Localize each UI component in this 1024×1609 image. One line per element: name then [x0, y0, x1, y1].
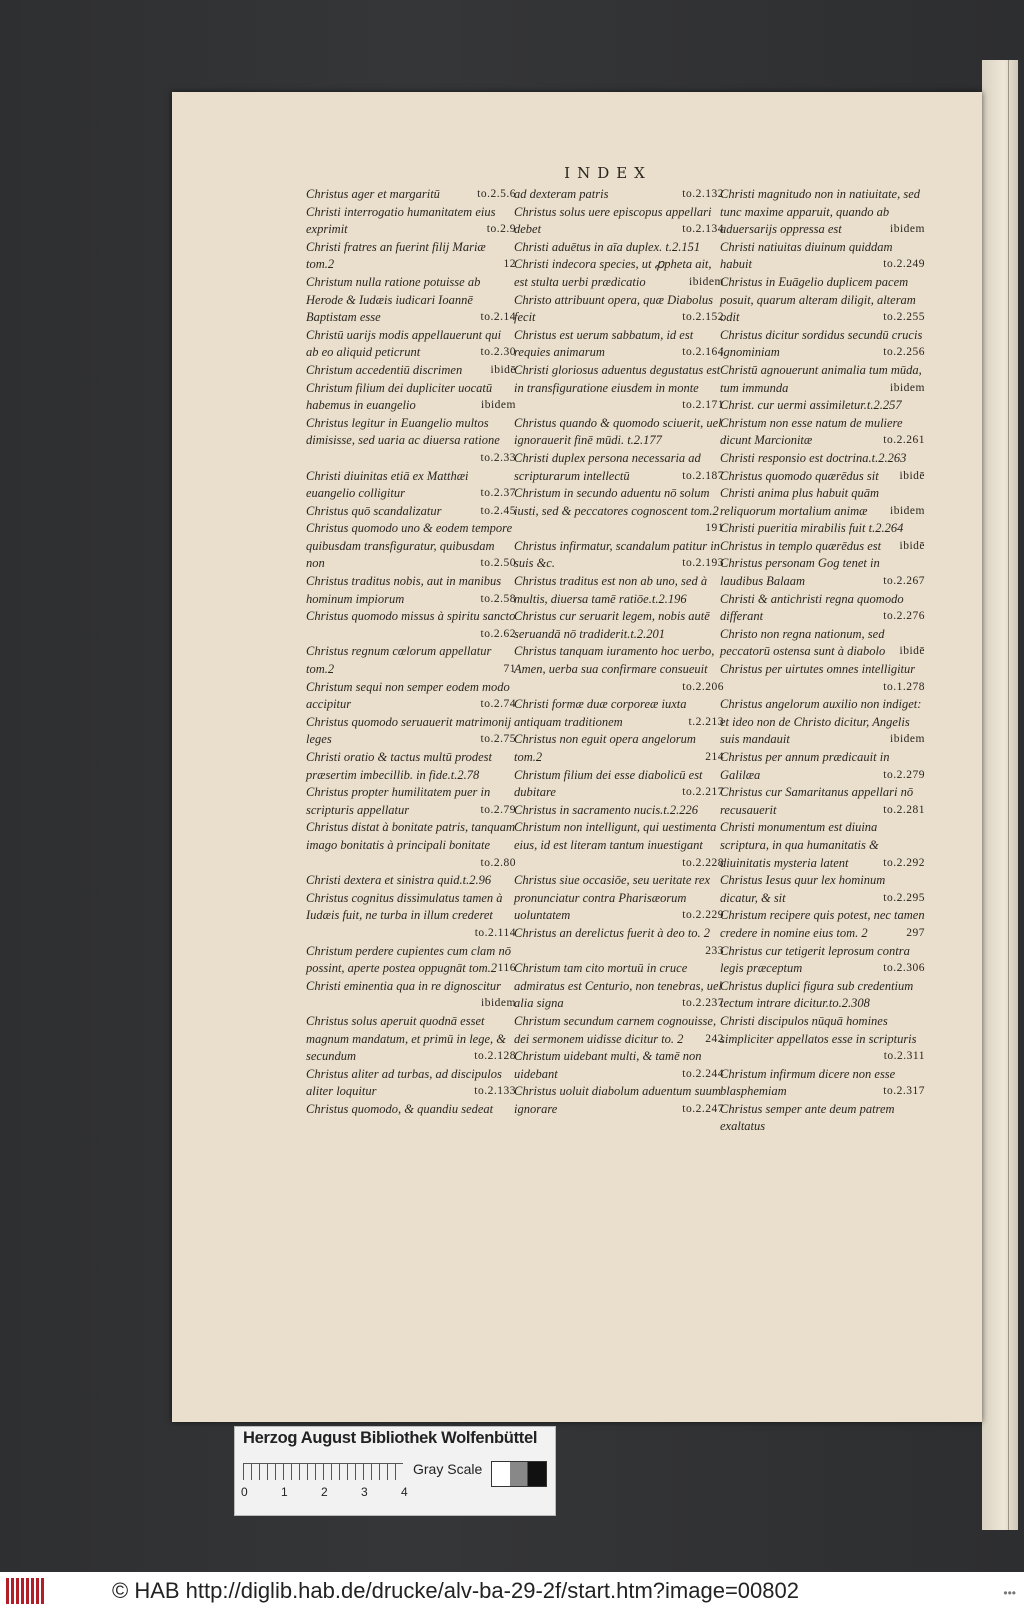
index-entry-text: Christo attribuunt opera, quæ Diabolus fecit [514, 292, 713, 325]
index-entry [514, 696, 724, 731]
index-entry-text: Christus cur tetigerit leprosum contra legis præceptum [720, 943, 910, 976]
index-entry-reference: ibidē [899, 469, 925, 482]
index-entry [514, 819, 724, 872]
index-entry-reference: to.2.249 [883, 258, 925, 271]
index-entry-text: Christi natiuitas diuinum quiddam habuit [720, 239, 893, 272]
index-entry [306, 520, 516, 573]
index-entry-reference: to.2.164 [682, 346, 724, 359]
index-entry [514, 802, 724, 820]
index-entry [720, 1101, 925, 1136]
index-entry-reference: to.2.206 [682, 680, 724, 693]
index-entry-text: Christus per uirtutes omnes intelligitur [720, 662, 916, 677]
index-entry [514, 256, 724, 291]
ruler-number: 4 [401, 1485, 408, 1499]
index-entry-reference: to.2.74 [480, 698, 516, 711]
footer-url[interactable]: © HAB http://diglib.hab.de/drucke/alv-ba-29-2f/start.htm?image=00802 [112, 1578, 799, 1603]
index-entry [720, 943, 925, 978]
index-entry [514, 731, 724, 766]
index-entry [514, 239, 724, 257]
index-entry [514, 573, 724, 608]
index-entry [306, 239, 516, 274]
index-entry [306, 1066, 516, 1101]
index-entry-text: Christi formæ duæ corporeæ iuxta antiquam traditionem [514, 697, 687, 729]
index-entry-reference: to.2.292 [883, 856, 925, 869]
index-entry-text: Christus in Euāgelio duplicem pacem posuit, quarum alteram diligit, alteram odit [720, 274, 916, 325]
index-entry-text: Christus in templo quærēdus est [720, 538, 882, 553]
index-entry-text: Christo non regna nationum, sed peccatorū ostensa sunt à diabolo [720, 626, 886, 659]
index-entry [306, 204, 516, 239]
hab-logo-icon [6, 1578, 46, 1604]
index-entry-text: Christus uoluit diabolum aduentum suum ignorare [514, 1084, 721, 1116]
gray-scale-label: Gray Scale [413, 1461, 483, 1477]
index-column-1 [306, 186, 516, 1118]
index-entry-reference: to.2.279 [883, 768, 925, 781]
index-entry-reference: to.2.114 [474, 926, 516, 939]
index-entry [720, 819, 925, 872]
index-entry-reference: to.2.229 [682, 909, 724, 922]
index-entry-reference: to.2.171 [682, 399, 724, 412]
index-entry-reference: to.2.33 [480, 451, 516, 464]
index-entry [306, 608, 516, 643]
index-entry-reference: to.2.80 [480, 856, 516, 869]
index-entry [720, 450, 925, 468]
index-entry-text: Christi discipulos nūquā homines simpliciter appellatos esse in scripturis [720, 1013, 917, 1046]
index-entry [720, 784, 925, 819]
index-entry-text: Christi aduētus in aīa duplex. t.2.151 [514, 239, 701, 254]
index-entry-reference: ibidem [689, 275, 724, 288]
index-entry [306, 362, 516, 380]
index-entry [306, 274, 516, 327]
index-entry [720, 661, 925, 696]
index-entry [306, 784, 516, 819]
index-entry-text: Christi duplex persona necessaria ad scripturarum intellectū [514, 450, 701, 483]
index-entry [514, 643, 724, 696]
index-entry [514, 415, 724, 450]
index-entry [514, 292, 724, 327]
index-entry-text: Christus traditus est non ab uno, sed à multis, diuersa tamē ratiōe.t.2.196 [514, 574, 708, 606]
index-entry [306, 872, 516, 890]
index-entry-reference: to.2.311 [883, 1050, 925, 1063]
index-entry-text: Christus solus uere episcopus appellari debet [514, 204, 712, 237]
index-entry [514, 960, 724, 1013]
index-entry [514, 485, 724, 538]
index-entry-reference: to.2.228 [682, 856, 724, 869]
index-entry [720, 591, 925, 626]
index-entry-reference: to.2.237 [682, 997, 724, 1010]
library-name: Herzog August Bibliothek Wolfenbüttel [243, 1429, 538, 1447]
index-entry-reference: to.2.75 [480, 733, 516, 746]
index-entry-text: ad dexteram patris [514, 187, 609, 201]
index-entry [306, 890, 516, 943]
index-entry [720, 415, 925, 450]
index-entry [514, 1048, 724, 1083]
index-entry [514, 450, 724, 485]
index-entry-text: Christus legitur in Euangelio multos dimisisse, sed uaria ac diuersa ratione [306, 415, 500, 448]
index-entry [720, 626, 925, 661]
index-entry [306, 643, 516, 678]
color-scale-card [234, 1426, 556, 1516]
index-entry-text: Christus regnum cœlorum appellatur tom.2 [306, 644, 492, 677]
ruler-number: 3 [361, 1485, 368, 1499]
index-entry-reference: ibidē [899, 539, 925, 552]
index-entry-text: Christus ager et margaritū [306, 187, 440, 201]
index-entry [720, 327, 925, 362]
index-entry-reference: 12 [503, 258, 516, 271]
index-entry-reference: to.2.79 [480, 803, 516, 816]
index-entry-reference: to.2.193 [682, 557, 724, 570]
index-entry-text: Christum in secundo aduentu nō solum iusti, sed & peccatores cognoscent tom.2 [514, 486, 719, 518]
index-column-3 [720, 186, 925, 1136]
index-entry-reference: to.2.276 [883, 610, 925, 623]
index-entry [720, 362, 925, 397]
index-entry [306, 978, 516, 1013]
index-entry-text: Christus quomodo quærēdus sit [720, 468, 879, 483]
index-entry-text: Christus propter humilitatem puer in scripturis appellatur [306, 785, 491, 817]
index-entry [306, 679, 516, 714]
index-entry [514, 186, 724, 204]
index-entry [306, 714, 516, 749]
index-entry-text: Christum recipere quis potest, nec tamen credere in nomine eius tom. 2 [720, 908, 925, 940]
index-entry-reference: to.2.152 [682, 311, 724, 324]
index-entry-reference: to.2.217 [682, 786, 724, 799]
index-entry-text: Christū agnouerunt animalia tum mūda, tum immunda [720, 362, 922, 395]
ruler-number: 0 [241, 1485, 248, 1499]
index-entry-text: Christum infirmum dicere non esse blasphemiam [720, 1066, 896, 1099]
index-entry-reference: to.2.244 [682, 1067, 724, 1080]
index-entry-reference: 297 [906, 926, 925, 939]
index-entry-reference: to.2.30 [480, 346, 516, 359]
index-entry-text: Christi responsio est doctrina.t.2.263 [720, 450, 907, 465]
index-entry-text: Christus quō scandalizatur [306, 503, 442, 518]
index-entry [514, 327, 724, 362]
index-entry-text: Christus quomodo, & quandiu sedeat [306, 1101, 494, 1116]
index-entry-reference: to.2.45 [480, 504, 516, 517]
index-entry-reference: ibidem [890, 504, 925, 517]
index-entry-reference: ibidē [899, 645, 925, 658]
index-entry-reference: 214 [705, 751, 724, 763]
index-entry [306, 380, 516, 415]
index-entry [306, 573, 516, 608]
index-entry-reference: ibidem [481, 399, 516, 412]
index-entry-text: Christi eminentia qua in re dignoscitur [306, 978, 502, 993]
index-entry-reference: to.2.133 [474, 1085, 516, 1098]
index-entry [306, 468, 516, 503]
index-entry-text: Christi monumentum est diuina scriptura, in qua humanitatis & diuinitatis mysteria latent [720, 820, 879, 870]
index-entry-text: Christum accedentiū discrimen [306, 362, 463, 377]
index-entry [306, 819, 516, 872]
index-entry-text: Christus solus aperuit quodnā esset magnum mandatum, et primū in lege, & secundum [306, 1013, 506, 1064]
index-entry-text: Christi interrogatio humanitatem eius exprimit [306, 204, 496, 237]
index-entry-text: Christus siue occasiōe, seu ueritate rex pronunciatur contra Pharisæorum uoluntatem [514, 873, 711, 923]
index-entry-reference: to.2.5.6 [477, 188, 516, 200]
index-entry-text: Christus in sacramento nucis.t.2.226 [514, 802, 699, 817]
index-entry-reference: t.2.213 [688, 715, 724, 728]
index-entry-text: Christi & antichristi regna quomodo differant [720, 591, 904, 624]
index-entry-reference: ibidem [890, 381, 925, 394]
index-entry-reference: to.2.247 [682, 1102, 724, 1115]
index-entry-text: Christum perdere cupientes cum clam nō possint, aperte postea oppugnāt tom.2 [306, 943, 511, 976]
index-entry-text: Christum non intelligunt, qui uestimenta eius, id est literam tantum inuestigant [514, 820, 717, 852]
index-entry-reference: to.2.50 [480, 557, 516, 570]
index-entry-reference: to.2.295 [883, 891, 925, 904]
index-entry-text: Christum filium dei esse diabolicū est dubitare [514, 767, 703, 800]
index-entry-text: Christi fratres an fuerint filij Mariæ tom.2 [306, 239, 486, 272]
index-entry-reference: ibidē [490, 363, 516, 376]
index-entry-reference: ibidem [890, 223, 925, 236]
index-entry-reference: to.2.37 [480, 487, 516, 500]
index-entry-text: Christus quomodo missus à spiritu sancto [306, 609, 516, 624]
index-entry-text: Christi dextera et sinistra quid.t.2.96 [306, 873, 492, 888]
index-entry-text: Christus Iesus quur lex hominum dicatur, & sit [720, 873, 886, 905]
index-entry-text: Christus cur Samaritanus appellari nō recusauerit [720, 785, 914, 817]
index-entry-text: Christum filium dei dupliciter uocatū habemus in euangelio [306, 380, 493, 413]
index-entry-reference: to.2.255 [883, 311, 925, 324]
index-entry [720, 1066, 925, 1101]
index-entry [306, 186, 516, 204]
index-entry-reference: 242 [705, 1032, 724, 1045]
index-entry-text: Christi diuinitas etiā ex Matthæi euangelio colligitur [306, 468, 469, 501]
index-entry-text: Christi indecora species, ut ꝓpheta ait, est stulta uerbi prædicatio [514, 257, 712, 289]
ruler-number: 1 [281, 1485, 288, 1499]
index-entry [720, 468, 925, 486]
index-entry [514, 204, 724, 239]
index-entry [514, 362, 724, 415]
index-entry-reference: to.2.9 [486, 223, 516, 236]
gutter-line [1008, 60, 1009, 1530]
index-entry-text: Christus infirmatur, scandalum patitur in suis &c. [514, 538, 720, 571]
index-entry-text: Christi anima plus habuit quām reliquorum mortalium animæ [720, 486, 880, 518]
index-entry-reference: 71 [503, 663, 516, 676]
index-entry [720, 274, 925, 327]
index-entry-reference: 233 [705, 944, 724, 957]
facing-page-edge [982, 60, 1018, 1530]
index-entry [514, 925, 724, 960]
index-entry [720, 555, 925, 590]
footer-dots-icon: ••• [1003, 1586, 1016, 1600]
index-entry-text: Christum nulla ratione potuisse ab Herode & Iudæis iudicari Ioannē Baptistam esse [306, 274, 481, 325]
gray-scale-swatch [491, 1461, 547, 1487]
index-entry [720, 397, 925, 415]
index-entry-text: Christus angelorum auxilio non indiget: et ideo non de Christo dicitur, Angelis suis mandauit [720, 697, 922, 747]
index-entry-text: Christum secundum carnem cognouisse, dei sermonem uidisse dicitur to. 2 [514, 1013, 717, 1046]
index-entry [514, 538, 724, 573]
index-entry [306, 327, 516, 362]
index-entry-text: Christ. cur uermi assimiletur.t.2.257 [720, 398, 902, 413]
index-entry [306, 1101, 516, 1119]
index-entry-text: Christus semper ante deum patrem exaltatus [720, 1101, 895, 1134]
index-entry [720, 485, 925, 520]
index-entry-text: Christus est uerum sabbatum, id est requies animarum [514, 327, 694, 360]
index-entry [720, 749, 925, 784]
index-entry [720, 872, 925, 907]
index-entry-text: Christus quomodo uno & eodem tempore quibusdam transfiguratur, quibusdam non [306, 521, 513, 571]
index-entry-reference: to.2.58 [480, 592, 516, 605]
index-entry-text: Christi pueritia mirabilis fuit t.2.264 [720, 521, 904, 536]
index-entry [306, 1013, 516, 1066]
ruler-number: 2 [321, 1485, 328, 1499]
index-entry-text: Christus distat à bonitate patris, tanquam imago bonitatis à principali bonitate [306, 820, 516, 852]
index-entry-reference: 191 [705, 522, 724, 535]
index-entry-text: Christi oratio & tactus multū prodest præsertim imbecillib. in fide.t.2.78 [306, 750, 493, 782]
index-entry [306, 415, 516, 468]
index-entry [720, 1013, 925, 1066]
index-entry-text: Christus non eguit opera angelorum tom.2 [514, 732, 696, 764]
index-entry-reference: to.2.187 [682, 469, 724, 482]
index-entry [514, 1013, 724, 1048]
index-entry-text: Christi magnitudo non in natiuitate, sed tunc maxime apparuit, quando ab aduersarijs oppressa est [720, 187, 921, 237]
index-entry-reference: ibidem [481, 997, 516, 1010]
index-entry-text: Christus cognitus dissimulatus tamen à Iudæis fuit, ne turba in illum crederet [306, 890, 503, 923]
index-entry-text: Christus quomodo seruauerit matrimonij leges [306, 714, 512, 747]
footer-bar [0, 1572, 1024, 1609]
index-entry [306, 503, 516, 521]
index-entry-text: Christum sequi non semper eodem modo accipitur [306, 679, 510, 712]
index-entry [306, 943, 516, 978]
index-entry-text: Christus tanquam iuramento hoc uerbo, Amen, uerba sua confirmare consueuit [514, 644, 715, 677]
index-entry-text: Christum tam cito mortuū in cruce admiratus est Centurio, non tenebras, uel alia signa [514, 961, 722, 1011]
index-entry-reference: to.2.267 [883, 575, 925, 588]
index-entry [514, 608, 724, 643]
index-entry [720, 520, 925, 538]
index-entry [720, 239, 925, 274]
index-entry [720, 978, 925, 1013]
index-entry-text: Christum non esse natum de muliere dicunt Marcionitæ [720, 415, 903, 448]
index-entry-text: Christū uarijs modis appellauerunt qui ab eo aliquid peticrunt [306, 327, 502, 360]
index-entry-text: Christus traditus nobis, aut in manibus hominum impiorum [306, 574, 502, 606]
index-entry-reference: to.2.261 [883, 434, 925, 447]
index-entry [720, 907, 925, 942]
index-entry-reference: to.2.306 [883, 962, 925, 975]
index-entry-reference: to.2.14 [480, 311, 516, 324]
index-entry-reference: to.2.134 [682, 223, 724, 236]
index-entry [514, 767, 724, 802]
index-entry [514, 1083, 724, 1118]
index-entry-text: Christus dicitur sordidus secundū crucis ignominiam [720, 327, 923, 360]
index-entry-reference: to.2.132 [682, 188, 724, 200]
index-entry-text: Christus aliter ad turbas, ad discipulos aliter loquitur [306, 1066, 502, 1099]
index-entry-reference: 116 [497, 962, 516, 975]
running-head: INDEX [564, 164, 652, 182]
index-entry-reference: to.2.256 [883, 346, 925, 359]
index-column-2 [514, 186, 724, 1118]
index-entry [514, 872, 724, 925]
index-entry [306, 749, 516, 784]
index-entry-text: Christus cur seruarit legem, nobis autē seruandā nō tradiderit.t.2.201 [514, 609, 710, 641]
index-entry [720, 538, 925, 556]
index-entry-text: Christus quando & quomodo sciuerit, uel ignorauerit finē mūdi. t.2.177 [514, 415, 722, 448]
index-entry [720, 186, 925, 239]
index-entry-text: Christus per annum prædicauit in Galilæa [720, 750, 890, 782]
index-entry-text: Christus an derelictus fuerit à deo to. 2 [514, 925, 711, 940]
index-entry-text: Christi gloriosus aduentus degustatus est in transfiguratione eiusdem in monte [514, 362, 721, 395]
index-entry-text: Christus personam Gog tenet in laudibus Balaam [720, 556, 880, 589]
index-entry-text: Christus duplici figura sub credentium tectum intrare dicitur.to.2.308 [720, 978, 914, 1011]
ruler-numbers [241, 1485, 441, 1499]
ruler-scale [243, 1463, 403, 1480]
index-entry [720, 696, 925, 749]
index-entry-reference: to.2.317 [883, 1085, 925, 1098]
index-entry-reference: ibidem [890, 733, 925, 746]
index-entry-reference: to.2.128 [474, 1050, 516, 1063]
index-entry-text: Christum uidebant multi, & tamē non uidebant [514, 1049, 702, 1081]
index-entry-reference: to.1.278 [883, 680, 925, 693]
index-entry-reference: to.2.281 [883, 803, 925, 816]
index-entry-reference: to.2.62 [480, 627, 516, 640]
